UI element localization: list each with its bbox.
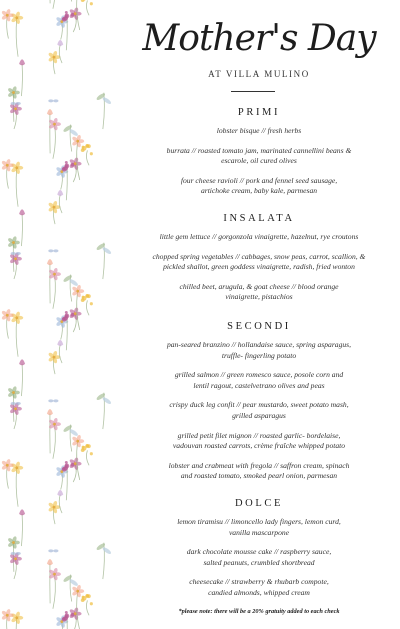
berry-dot (81, 598, 85, 602)
section-heading: INSALATA (223, 213, 295, 224)
flower-center (14, 557, 17, 560)
section-heading: PRIMI (237, 107, 281, 118)
berry-dot (90, 452, 93, 455)
flower-stem (53, 0, 55, 9)
berry-dot (65, 611, 68, 614)
flower-center (53, 273, 56, 276)
flower-center (76, 590, 79, 593)
berry-dot (70, 13, 74, 17)
section-primi (118, 106, 400, 206)
berry-dot (62, 167, 67, 172)
menu-item-line: candied almonds, whipped cream (208, 587, 310, 597)
menu-item-line: grilled salmon // green romesco sauce, posole corn and (174, 370, 344, 380)
butterfly-wing (16, 102, 21, 105)
flower-center (12, 541, 15, 544)
berry-dot (62, 617, 67, 622)
berry-dot (62, 17, 67, 22)
butterfly-wing (16, 252, 21, 255)
berry-dot (65, 461, 68, 464)
flower-bud (47, 559, 53, 565)
flower-center (76, 440, 79, 443)
flower-center (6, 614, 9, 617)
berry-dot (82, 596, 85, 599)
flower-stem (86, 600, 89, 615)
butterfly-wing (11, 102, 16, 105)
flower-bud (19, 509, 25, 515)
flower-bud (47, 259, 53, 265)
menu-item-line: crispy duck leg confit // pear mustardo, sweet potato mash, (169, 400, 349, 410)
flower-stem (86, 0, 89, 15)
flower-center (15, 616, 18, 619)
menu-item-line: chopped spring vegetables // cabbages, snow peas, carrot, scallion, & (152, 251, 366, 261)
menu-item-line: four cheese ravioli // pork and fennel seed sausage, (180, 175, 338, 185)
flower-center (12, 91, 15, 94)
menu-item (118, 517, 400, 538)
butterfly-wing (11, 402, 16, 405)
menu-item-line: lobster and crabmeat with fregola // saffron cream, spinach (168, 460, 350, 470)
menu-subtitle: AT VILLA MULINO (208, 69, 310, 79)
flower-stem (86, 150, 89, 165)
section-heading: DOLCE (235, 498, 283, 509)
flower-stem (86, 300, 89, 315)
section-insalata (118, 212, 400, 312)
flower-center (15, 166, 18, 169)
menu-item-line: chilled beet, arugula, & goat cheese // blood orange (179, 281, 339, 291)
berry-dot (82, 146, 85, 149)
flower-stem (59, 495, 62, 514)
menu-item-line: truffle- fingerling potato (221, 350, 297, 360)
flower-stem (21, 364, 22, 396)
berry-dot (70, 163, 74, 167)
menu-title: Mother's Day (142, 18, 376, 59)
butterfly-wing (11, 252, 16, 255)
menu-item (118, 577, 400, 598)
flower-center (15, 316, 18, 319)
flower-bud (57, 340, 63, 346)
flower-center (6, 314, 9, 317)
flower-bud (47, 409, 53, 415)
flower-center (53, 356, 56, 359)
menu-item-line: vanilla mascarpone (228, 527, 290, 537)
flower-center (15, 466, 18, 469)
berry-dot (90, 2, 93, 5)
flower-stem (21, 64, 22, 96)
menu-item-line: grilled petit filet mignon // roasted garlic- bordelaise, (177, 430, 341, 440)
menu-item-line: cheesecake // strawberry & rhubarb compote, (189, 577, 329, 587)
section-secondi (118, 320, 400, 491)
butterfly-wing (48, 549, 53, 552)
flower-stem (21, 514, 22, 546)
menu-item-line: little gem lettuce // gorgonzola vinaigrette, hazelnut, rye croutons (159, 232, 359, 241)
flower-center (53, 506, 56, 509)
flower-bud (19, 359, 25, 365)
flower-center (53, 573, 56, 576)
butterfly-wing (16, 552, 21, 555)
butterfly-wing (48, 99, 53, 102)
berry-dot (70, 313, 74, 317)
menu-item-line: dark chocolate mousse cake // raspberry sauce, (186, 547, 332, 557)
flower-center (14, 407, 17, 410)
flower-center (53, 123, 56, 126)
flower-center (6, 14, 9, 17)
flower-center (6, 164, 9, 167)
flower-center (14, 107, 17, 110)
flower-center (14, 257, 17, 260)
menu-item (118, 232, 400, 243)
berry-dot (90, 302, 93, 305)
menu-item (118, 176, 400, 197)
leaf (102, 396, 112, 405)
menu-item-line: vinaigrette, pistachios (225, 292, 293, 302)
leaf (102, 546, 112, 555)
berry-dot (90, 602, 93, 605)
flower-center (53, 206, 56, 209)
menu-item (118, 461, 400, 482)
berry-dot (82, 446, 85, 449)
butterfly-wing (53, 99, 58, 102)
menu-item-line: grilled asparagus (232, 410, 286, 420)
menu-item-line: salted peanuts, crumbled shortbread (203, 557, 315, 567)
menu-item-line: lentil ragout, castelvetrano olives and peas (193, 380, 325, 390)
berry-dot (62, 317, 67, 322)
flower-bud (57, 490, 63, 496)
gratuity-note: *please note: there will be a 20% gratuity added to each check (178, 608, 340, 615)
flower-bud (57, 40, 63, 46)
berry-dot (70, 463, 74, 467)
menu-item (118, 282, 400, 303)
menu-content (118, 0, 400, 629)
menu-item (118, 146, 400, 167)
menu-item-line: and roasted tomato, smoked pearl onion, parmesan (180, 471, 338, 481)
flower-bud (19, 59, 25, 65)
menu-item (118, 126, 400, 137)
flower-stem (86, 450, 89, 465)
flower-bud (57, 190, 63, 196)
menu-item-line: lemon tiramisu // limoncello lady fingers, lemon curd, (177, 517, 341, 526)
menu-item-line: escarole, oil cured olives (221, 156, 297, 166)
flower-center (6, 464, 9, 467)
flower-center (12, 241, 15, 244)
flower-center (15, 16, 18, 19)
berry-dot (81, 448, 85, 452)
berry-dot (81, 148, 85, 152)
berry-dot (65, 161, 68, 164)
butterfly-wing (48, 249, 53, 252)
section-heading: SECONDI (227, 321, 291, 332)
berry-dot (81, 298, 85, 302)
flower-stem (59, 345, 62, 364)
section-dolce (118, 497, 400, 608)
menu-item-line: pan-seared branzino // hollandaise sauce, spring asparagus, (166, 340, 352, 349)
menu-item (118, 400, 400, 421)
berry-dot (65, 311, 68, 314)
butterfly-wing (48, 399, 53, 402)
butterfly-wing (16, 402, 21, 405)
menu-item (118, 252, 400, 273)
leaf (102, 246, 112, 255)
menu-item-line: pickled shallot, green goddess vinaigrette, radish, fried wonton (163, 262, 355, 272)
flower-center (53, 423, 56, 426)
menu-item (118, 547, 400, 568)
berry-dot (87, 594, 91, 598)
berry-dot (70, 613, 74, 617)
menu-item-line: artichoke cream, baby kale, parmesan (200, 186, 318, 196)
berry-dot (82, 296, 85, 299)
berry-dot (62, 467, 67, 472)
leaf (102, 96, 112, 105)
berry-dot (81, 0, 85, 2)
flower-stem (59, 45, 62, 64)
berry-dot (87, 444, 91, 448)
flower-bud (47, 109, 53, 115)
menu-item-line: lobster bisque // fresh herbs (216, 126, 302, 135)
menu-item-line: vadouvan roasted carrots, crème fraîche whipped potato (172, 441, 346, 451)
floral-border (0, 0, 116, 629)
flower-center (76, 140, 79, 143)
floral-illustration (0, 0, 116, 629)
berry-dot (87, 294, 91, 298)
butterfly-wing (53, 249, 58, 252)
flower-stem (59, 195, 62, 214)
berry-dot (90, 152, 93, 155)
flower-bud (19, 209, 25, 215)
flower-center (53, 56, 56, 59)
menu-item (118, 340, 400, 361)
berry-dot (65, 11, 68, 14)
menu-item (118, 370, 400, 391)
flower-stem (21, 214, 22, 246)
menu-item-line: burrata // roasted tomato jam, marinated cannellini beans & (166, 145, 352, 155)
flower-stem (70, 0, 72, 1)
berry-dot (87, 144, 91, 148)
butterfly-wing (11, 552, 16, 555)
menu-item (118, 431, 400, 452)
flower-center (76, 290, 79, 293)
butterfly-wing (53, 399, 58, 402)
title-divider (231, 91, 275, 92)
flower-center (12, 391, 15, 394)
butterfly-wing (53, 549, 58, 552)
